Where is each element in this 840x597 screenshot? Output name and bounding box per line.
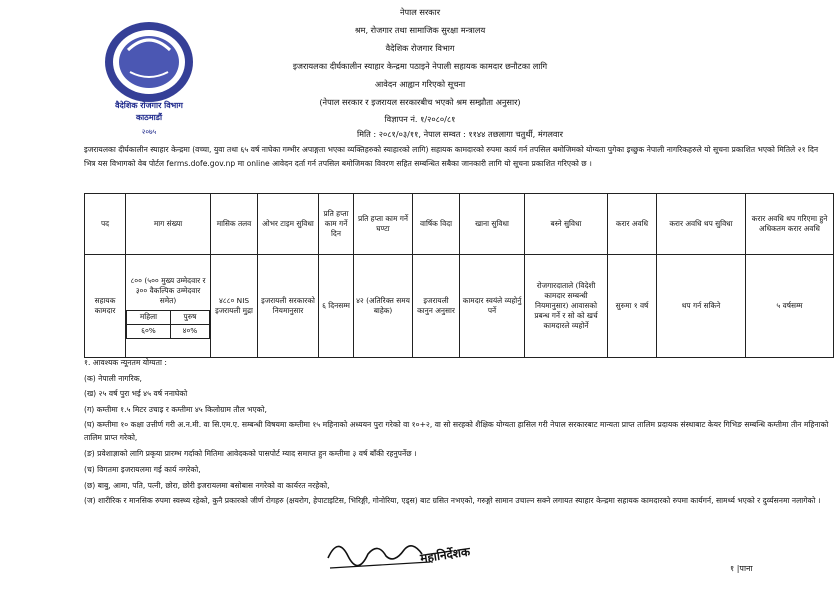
cell-salary: ४८८० NIS इजरायली मुद्रा — [211, 255, 258, 358]
cell-contract: सुरुमा १ वर्ष — [608, 255, 657, 358]
col-header-housing: बस्ने सुविधा — [525, 194, 608, 255]
col-header-hours: प्रति हप्ता काम गर्ने घण्टा — [354, 194, 413, 255]
header-line-5: आवेदन आह्वान गरिएको सूचना — [374, 79, 466, 89]
male-label: पुरुष — [170, 310, 209, 324]
date-line: मिति : २०८१/०३/११, नेपाल सम्वत : ११४४ तछलागा चतुर्थी, मंगलवार — [357, 129, 563, 139]
qualifications-list — [84, 355, 829, 509]
col-header-post: पद — [85, 194, 126, 255]
list-item: (ख) २५ वर्ष पुरा भई ४५ वर्ष ननाघेको — [84, 389, 188, 399]
female-percent: ६०% — [127, 324, 171, 338]
cell-extension: थप गर्न सकिने — [657, 255, 746, 358]
job-details-table — [84, 193, 834, 358]
header-line-1: नेपाल सरकार — [399, 7, 441, 17]
cell-leave: इजरायली कानुन अनुसार — [413, 255, 460, 358]
col-header-food: खाना सुविधा — [460, 194, 525, 255]
col-header-contract: करार अवधि — [608, 194, 657, 255]
male-percent: ४०% — [170, 324, 209, 338]
demand-text: ८०० (५०० मुख्य उम्मेदवार र ३०० वैकल्पिक उम्मेदवार समेत) — [130, 275, 206, 305]
female-label: महिला — [127, 310, 171, 324]
col-header-salary: मासिक तलव — [211, 194, 258, 255]
list-item: (ज) शारीरिक र मानसिक रुपमा स्वस्थ्य रहेको, कुनै प्रकारको जीर्ण रोगहरु (क्षयरोग, हेपाटाइटिस, भिरिङ्गी, गोनोरिया, एड्स) बाट ग्रसित नभएको, गरुङ्गो सामान उचाल्न सक्ने लगायत स्याहार केन्द्रमा सहायक कामदारको रुपमा कार्यगर्न, सामर्थ्य भएको र दुर्व्यसनमा नलागेको । — [84, 496, 821, 506]
col-header-overtime: ओभर टाइम सुविधा — [258, 194, 319, 255]
cell-overtime: इजरायली सरकारको नियमानुसार — [258, 255, 319, 358]
list-item: (घ) कम्तीमा १० कक्षा उत्तीर्ण गरी अ.न.मी. वा सि.एम.ए. सम्बन्धी विषयमा कम्तीमा १५ महिनाको अध्ययन पुरा गरेको वा १०+२, वा सो सरहको शैक्षिक योग्यता हासिल गरी नेपाल सरकारबाट मान्यता प्राप्त तालिम प्रदायक संस्थाबाट केयर गिभिङ सम्बन्धि कम्तीमा तीन महिनाको तालिम प्राप्त गरेको, — [84, 420, 829, 443]
cell-demand — [126, 255, 211, 358]
svg-text:वैदेशिक रोजगार विभाग: वैदेशिक रोजगार विभाग — [115, 101, 183, 110]
page-number: १ |पाना — [730, 564, 753, 573]
header-line-6: (नेपाल सरकार र इजरायल सरकारबीच भएको श्रम सम्झौता अनुसार) — [319, 97, 521, 107]
list-item: (क) नेपाली नागरिक, — [84, 373, 142, 383]
svg-text:२०७५: २०७५ — [141, 128, 157, 136]
cell-post: सहायक कामदार — [85, 255, 126, 358]
list-item: (ग) कम्तीमा १.५ मिटर उचाइ र कम्तीमा ४५ किलोग्राम तौल भएको, — [84, 404, 267, 414]
svg-text:काठमाडौं: काठमाडौं — [135, 113, 163, 122]
col-header-max: करार अवधि थप गरिएमा हुने अधिकतम करार अवधि — [746, 194, 834, 255]
header-line-4: इजरायलका दीर्घकालीन स्याहार केन्द्रमा पठाइने नेपाली सहायक कामदार छनौटका लागि — [292, 61, 548, 71]
col-header-demand: माग संख्या — [126, 194, 211, 255]
signature-scribble — [320, 528, 500, 578]
cell-hours: ४२ (अतिरिक्त समय बाहेक) — [354, 255, 413, 358]
list-item: (ङ) प्रवेशाज्ञाको लागि प्रकृया प्रारम्भ गर्दाको मितिमा आवेदकको पासपोर्ट म्याद समाप्त हुन कम्तीमा ३ वर्ष बाँकी रहनुपर्नेछ । — [84, 449, 417, 459]
cell-days: ६ दिनसम्म — [319, 255, 354, 358]
gender-split-table — [126, 310, 210, 339]
header-line-2: श्रम, रोजगार तथा सामाजिक सुरक्षा मन्त्रालय — [354, 25, 486, 35]
signature-title: महानिर्देशक — [419, 544, 471, 566]
table-header-row — [85, 194, 834, 255]
cell-food: कामदार स्वयंले व्यहोर्नु पर्ने — [460, 255, 525, 358]
advert-number: विज्ञापन नं. १/२०८०/८१ — [384, 114, 456, 124]
qualifications-title: १. आवश्यक न्यूनतम योग्यता : — [84, 358, 167, 367]
col-header-extension: करार अवधि थप सुविधा — [657, 194, 746, 255]
cell-housing: रोजगारदाताले (विदेशी कामदार सम्बन्धी नियमानुसार) आवासको प्रबन्ध गर्ने र सो को खर्च कामदारले व्यहोर्ने — [525, 255, 608, 358]
col-header-days: प्रति हप्ता काम गर्ने दिन — [319, 194, 354, 255]
intro-paragraph: इजरायलका दीर्घकालीन स्याहार केन्द्रमा (वच्चा, युवा तथा ६५ वर्ष नाघेका गम्भीर अपाङ्गता भएका व्यक्तिहरुको स्याहारको लागि) सहायक कामदारको रुपमा कार्य गर्न तपसिल बमोजिमको योग्यता पुगेका इच्छुक नेपाली नागरिकहरुले यो सूचना प्रकाशित भएको मितिले २१ दिन भित्र यस विभागको वेब पोर्टल ferms.dofe.gov.np मा online आवेदन दर्ता गर्न तपसिल बमोजिमका विवरण सहित सम्बन्धित सबैका जानकारी लागि यो सूचना प्रकाशित गरिएको छ । — [84, 145, 819, 168]
table-row — [85, 255, 834, 358]
list-item: (छ) बाबु, आमा, पति, पत्नी, छोरा, छोरी इजरायलमा बसोबास नगरेको वा कार्यरत नरहेको, — [84, 480, 330, 490]
list-item: (च) विगतमा इजरायलमा गई कार्य नगरेको, — [84, 464, 201, 474]
header-line-3: वैदेशिक रोजगार विभाग — [385, 43, 455, 53]
col-header-leave: वार्षिक विदा — [413, 194, 460, 255]
cell-max: ५ वर्षसम्म — [746, 255, 834, 358]
